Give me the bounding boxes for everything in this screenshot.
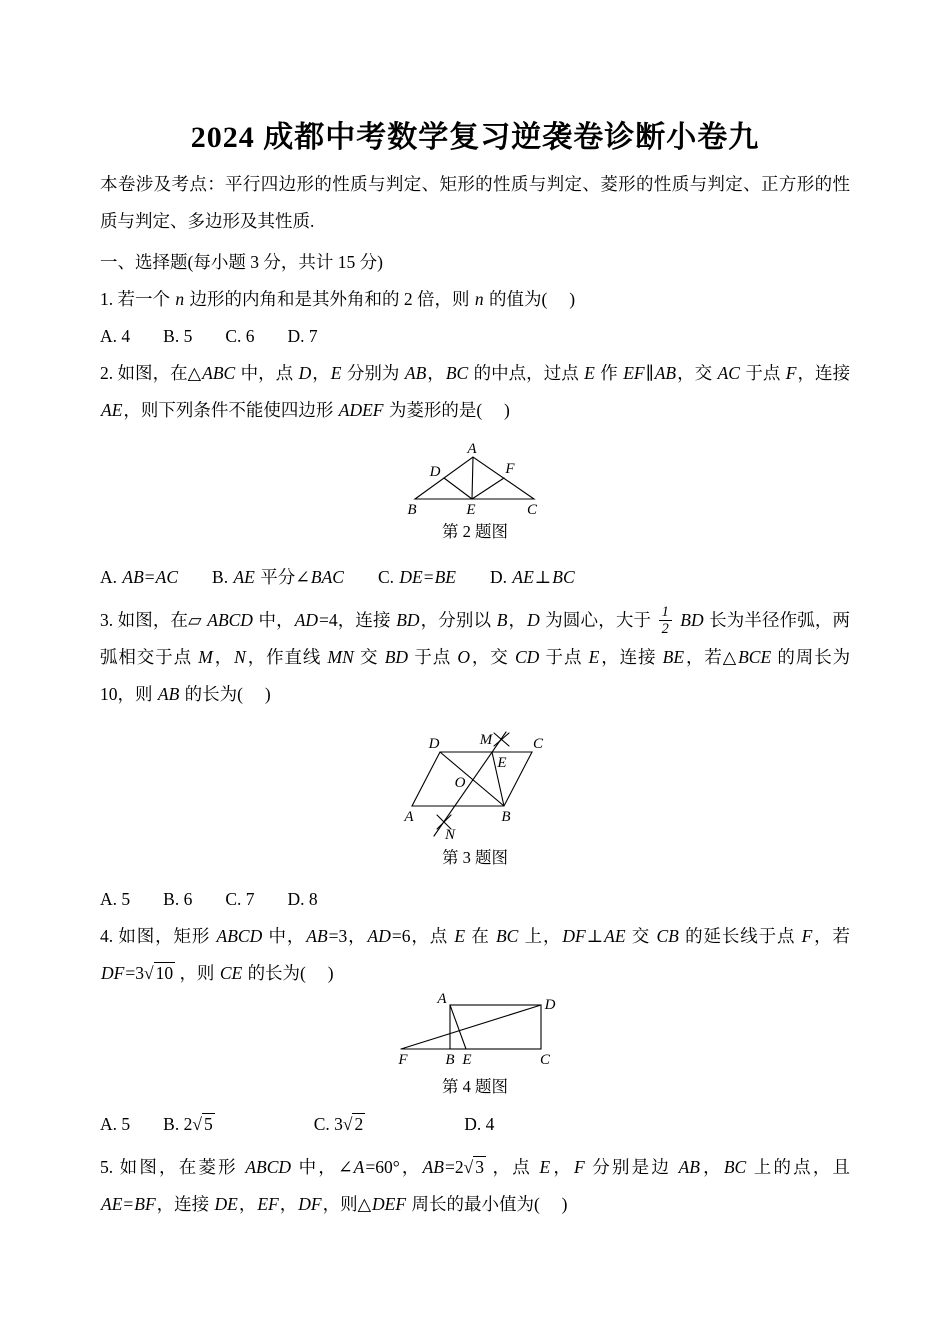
question-4-options bbox=[100, 1106, 850, 1143]
fig2-label-c: C bbox=[526, 501, 538, 515]
figure-3 bbox=[100, 721, 850, 873]
q4-option-d: D. 4 bbox=[464, 1113, 495, 1134]
fig2-label-a: A bbox=[467, 440, 477, 457]
figure-4-diagram bbox=[391, 992, 559, 1070]
fig3-label-b: B bbox=[501, 808, 511, 825]
figure-3-caption: 第 3 题图 bbox=[442, 847, 508, 867]
fig2-label-f: F bbox=[505, 460, 515, 477]
q3-option-b: B. 6 bbox=[163, 888, 193, 909]
q1-option-a: A. 4 bbox=[100, 325, 131, 346]
page-title: 2024 成都中考数学复习逆袭卷诊断小卷九 bbox=[190, 121, 760, 154]
figure-4-caption: 第 4 题图 bbox=[442, 1076, 508, 1096]
fig2-label-e: E bbox=[466, 501, 476, 515]
question-3-text: 3. 如图，在▱ ABCD 中，AD=4，连接 BD，分别以 B，D 为圆心，大于 $\frac{1}{2}$ BD 长为半径作弧，两弧相交于点 M，N，作直线 MN 交 BD 于点 O，交 CD 于点 E，连接 BE，若△BCE 的周长为 10，则 AB 的长为( ) bbox=[100, 604, 851, 704]
fig4-label-b: B bbox=[445, 1051, 455, 1068]
question-1-options bbox=[100, 318, 850, 355]
question-3-options bbox=[100, 881, 850, 918]
figure-3-diagram bbox=[395, 721, 555, 841]
fig4-label-c: C bbox=[539, 1051, 551, 1068]
q4-option-a: A. 5 bbox=[100, 1113, 131, 1134]
fig3-label-c: C bbox=[532, 735, 544, 752]
fig3-label-d: D bbox=[428, 735, 440, 752]
q1-option-b: B. 5 bbox=[163, 325, 193, 346]
figure-2-diagram bbox=[401, 437, 549, 515]
fig3-label-o: O bbox=[454, 774, 466, 791]
fig4-label-f: F bbox=[398, 1051, 408, 1068]
fig3-label-m: M bbox=[479, 731, 493, 748]
q2-option-b: B. AE 平分∠BAC bbox=[212, 566, 344, 587]
q2-option-d: D. AE⊥BC bbox=[490, 566, 575, 587]
q3-option-a: A. 5 bbox=[100, 888, 131, 909]
q2-option-c: C. DE=BE bbox=[377, 566, 456, 587]
question-1-text: 1. 若一个 n 边形的内角和是其外角和的 2 倍，则 n 的值为( ) bbox=[100, 288, 576, 309]
fig4-label-d: D bbox=[544, 996, 556, 1013]
q1-option-c: C. 6 bbox=[225, 325, 255, 346]
fig3-label-a: A bbox=[404, 808, 414, 825]
intro-text: 本卷涉及考点：平行四边形的性质与判定、矩形的性质与判定、菱形的性质与判定、正方形的性质与判定、多边形及其性质. bbox=[100, 173, 850, 231]
q4-option-c: C. 3√ 2 bbox=[313, 1113, 364, 1134]
q3-option-c: C. 7 bbox=[225, 888, 255, 909]
fig2-label-d: D bbox=[429, 463, 441, 480]
question-2-text: 2. 如图，在△ABC 中，点 D，E 分别为 AB，BC 的中点，过点 E 作 EF∥AB，交 AC 于点 F，连接 AE，则下列条件不能使四边形 ADEF 为菱形的是( ) bbox=[100, 362, 851, 420]
q3-option-d: D. 8 bbox=[287, 888, 318, 909]
q1-option-d: D. 7 bbox=[287, 325, 318, 346]
fig4-lines bbox=[401, 1005, 541, 1049]
fig4-label-a: A bbox=[437, 991, 447, 1007]
q2-option-a: A. AB=AC bbox=[100, 566, 179, 587]
q4-option-b: B. 2√ 5 bbox=[163, 1113, 213, 1134]
fig4-label-e: E bbox=[462, 1051, 472, 1068]
fig3-label-n: N bbox=[444, 826, 456, 841]
section-heading: 一、选择题(每小题 3 分，共计 15 分) bbox=[100, 251, 383, 272]
question-2-options bbox=[100, 559, 850, 596]
question-5-text: 5. 如图，在菱形 ABCD 中，∠A=60°，AB=2√ 3 ，点 E，F 分别是边 AB，BC 上的点，且 AE=BF，连接 DE，EF，DF，则△DEF 周长的最小值为( ) bbox=[100, 1156, 851, 1214]
question-4-text: 4. 如图，矩形 ABCD 中，AB=3，AD=6，点 E 在 BC 上，DF⊥AE 交 CB 的延长线于点 F，若 DF=3√ 10 ，则 CE 的长为( ) bbox=[100, 925, 851, 983]
figure-2 bbox=[100, 437, 850, 547]
fig2-label-b: B bbox=[407, 501, 417, 515]
figure-4 bbox=[100, 992, 850, 1102]
figure-2-caption: 第 2 题图 bbox=[442, 521, 508, 541]
fig3-label-e: E bbox=[497, 754, 507, 771]
